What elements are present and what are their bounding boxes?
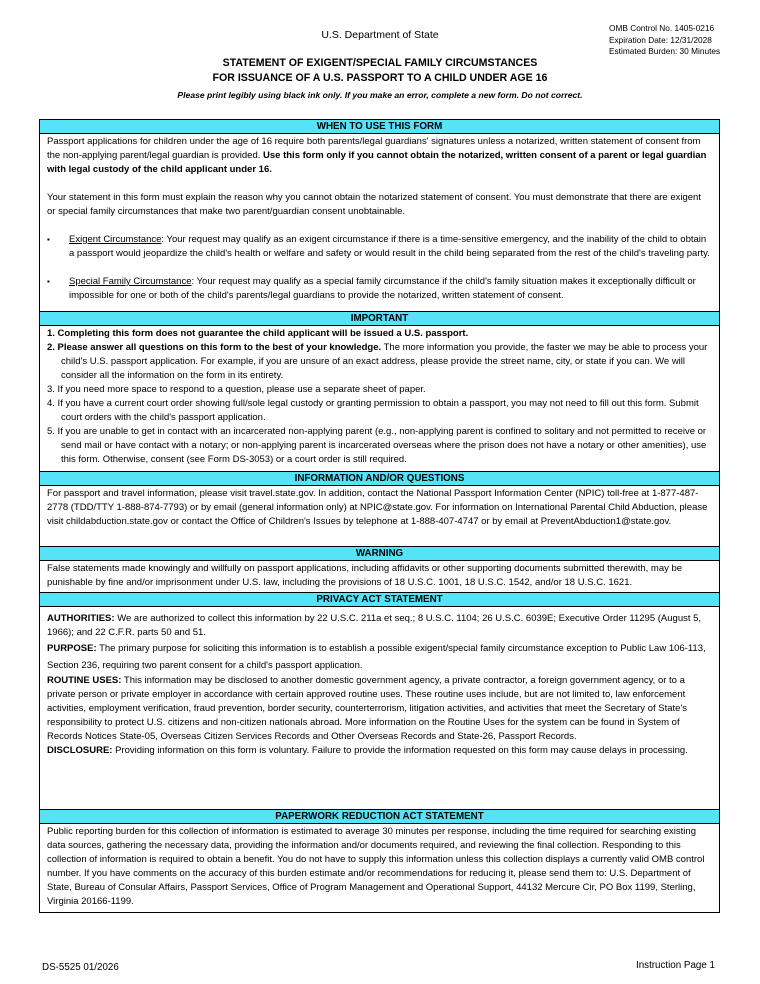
omb-info — [609, 23, 720, 58]
important-item-4: 4. If you have a current court order showing full/sole legal custody or granting permission to obtain a passport, you may not need to fill out this form. Submit court orders with the child's passport application. — [47, 398, 699, 423]
paperwork-text: Public reporting burden for this collection of information is estimated to average 30 minutes per response, including the time required for searching existing data sources, gathering the necessary data, providing the information and/or documents required, and reviewing the final collection. Responding to this collection of information is required to obtain a benefit. You do not have to supply this information unless this collection displays a currently valid OMB control number. If you have comments on the accuracy of this burden estimate and/or recommendations for reducing it, please send them to: U.S. Department of State, Bureau of Consular Affairs, Passport Services, Office of Program Management and Operational Support, 44132 Mercure Cir, PO Box 1199, Sterling, Virginia 20166-1199. — [47, 826, 705, 907]
when-to-use-paragraph-2: Your statement in this form must explain the reason why you cannot obtain the notarized statement of consent. You must demonstrate that there are exigent or special family circumstances that make two parent/guardian consent unobtainable. — [47, 192, 701, 217]
disclosure-text: Providing information on this form is voluntary. Failure to provide the information requested on this form may cause delays in processing. — [112, 745, 688, 756]
authorities-text: We are authorized to collect this information by 22 U.S.C. 211a et seq.; 8 U.S.C. 1104; 26 U.S.C. 6039E; Executive Order 11295 (August 5, 1966); and 22 C.F.R. parts 50 and 51. — [47, 613, 702, 638]
paperwork-heading: PAPERWORK REDUCTION ACT STATEMENT — [40, 809, 719, 824]
important-item-2-text: The more information you provide, the faster we may be able to process your child's U.S. passport application. For example, if you are unsure of an exact address, please provide the street name, city, or state if you can. We will consider all the information on the form in its entirety. — [61, 342, 708, 381]
expiration-date: Expiration Date: 12/31/2028 — [609, 34, 712, 45]
form-instruction: Please print legibly using black ink only. If you make an error, complete a new form. Do not correct. — [177, 90, 583, 100]
warning-text: False statements made knowingly and willfully on passport applications, including affidavits or other supporting documents submitted therewith, may be punishable by fine and/or imprisonment under U.S. law, including the provisions of 18 U.S.C. 1001, 18 U.S.C. 1542, and/or 18 U.S.C. 1621. — [47, 563, 683, 588]
privacy-routine-uses — [47, 674, 712, 744]
exigent-circumstance-item — [47, 233, 712, 261]
when-to-use-paragraph-1 — [47, 135, 712, 177]
authorities-label: AUTHORITIES: — [47, 613, 115, 624]
important-item-1: 1. Completing this form does not guarantee the child applicant will be issued a U.S. passport. — [47, 328, 469, 339]
when-to-use-heading: WHEN TO USE THIS FORM — [40, 120, 719, 134]
department-name: U.S. Department of State — [321, 29, 439, 41]
important-section — [40, 326, 719, 471]
important-item-2-bold: 2. Please answer all questions on this form to the best of your knowledge. — [47, 342, 382, 353]
purpose-text: The primary purpose for soliciting this information is to establish a possible exigent/special family circumstance exception to Public Law 106-113, Section 236, requiring two parent consent for a child's passport application. — [47, 643, 706, 671]
estimated-burden: Estimated Burden: 30 Minutes — [609, 46, 721, 56]
form-title-line2: FOR ISSUANCE OF A U.S. PASSPORT TO A CHILD UNDER AGE 16 — [212, 71, 548, 84]
when-to-use-p1-bold: Use this form only if you cannot obtain the notarized, written consent of a parent or legal guardian with legal custody of the child applicant under 16. — [47, 150, 707, 175]
important-item-2 — [47, 341, 712, 383]
when-to-use-p1-text: Passport applications for children under the age of 16 require both parents/legal guardians' signatures unless a notarized, written statement of consent from the non-applying parent/legal guardian is provided. — [47, 136, 701, 161]
info-section — [40, 486, 719, 546]
paperwork-section — [40, 824, 719, 912]
form-title — [0, 56, 760, 85]
exigent-label: Exigent Circumstance — [69, 234, 162, 245]
privacy-purpose — [47, 640, 712, 674]
page-number: Instruction Page 1 — [636, 960, 715, 971]
important-item-5: 5. If you are unable to get in contact with an incarcerated non-applying parent (e.g., non-applying parent is confined to solitary and not permitted to receive or send mail or have contact with a notary; or non-applying parent is incarcerated overseas where the prison does not have a notary or other amenities), use this form. Otherwise, consent (see Form DS-3053) or a court order is still required. — [47, 426, 707, 465]
routine-uses-text: This information may be disclosed to another domestic government agency, a private contractor, a foreign government agency, or to a private person or private employer in accordance with certain approved routine uses. These routine uses include, but are not limited to, law enforcement activities, employment verification, fraud prevention, border security, counterterrorism, litigation activities, and activities that meet the Secretary of State's responsibility to protect U.S. citizens and non-citizen nationals abroad. More information on the Routine Uses for the system can be found in System of Records Notices State-05, Overseas Citizen Services Records and Other Overseas Records and State-26, Passport Records. — [47, 675, 688, 742]
disclosure-label: DISCLOSURE: — [47, 745, 113, 756]
warning-heading: WARNING — [40, 546, 719, 561]
important-heading: IMPORTANT — [40, 311, 719, 326]
privacy-heading: PRIVACY ACT STATEMENT — [40, 592, 719, 607]
form-title-line1: STATEMENT OF EXIGENT/SPECIAL FAMILY CIRCUMSTANCES — [222, 57, 538, 69]
special-family-text: : Your request may qualify as a special family circumstance if the child's family situation makes it exceptionally difficult or impossible for one or both of the child's parents/legal guardians to provide the notarized, written statement of consent. — [69, 276, 696, 301]
purpose-label: PURPOSE: — [47, 643, 97, 654]
special-family-circumstance-item — [47, 275, 712, 303]
privacy-authorities — [47, 612, 712, 640]
info-text: For passport and travel information, please visit travel.state.gov. In addition, contact the National Passport Information Center (NPIC) toll-free at 1-877-487-2778 (TDD/TTY 1-888-874-7793) or by email (general information only) at NPIC@state.gov. For information on International Parental Child Abduction, please visit childabduction.state.gov or contact the Office of Children's Issues by telephone at 1-888-407-4747 or by email at PreventAbduction1@state.gov. — [47, 488, 708, 527]
exigent-text: : Your request may qualify as an exigent circumstance if there is a time-sensitive emergency, and the inability of the child to obtain a passport would jeopardize the child's health or welfare and safety or would result in the child being separated from the rest of the child's traveling party. — [69, 234, 710, 259]
form-id: DS-5525 01/2026 — [42, 962, 119, 973]
privacy-disclosure — [47, 744, 712, 758]
omb-control-number: OMB Control No. 1405-0216 — [609, 23, 715, 33]
bullet-icon: ▪ — [47, 277, 50, 286]
routine-uses-label: ROUTINE USES: — [47, 675, 122, 686]
when-to-use-section — [40, 134, 719, 311]
important-item-3: 3. If you need more space to respond to a question, please use a separate sheet of paper. — [47, 384, 426, 395]
bullet-icon: ▪ — [47, 235, 50, 244]
special-family-label: Special Family Circumstance — [69, 276, 192, 287]
instructions-frame — [39, 119, 720, 913]
info-heading: INFORMATION AND/OR QUESTIONS — [40, 471, 719, 486]
privacy-section — [40, 607, 719, 809]
warning-section — [40, 561, 719, 592]
